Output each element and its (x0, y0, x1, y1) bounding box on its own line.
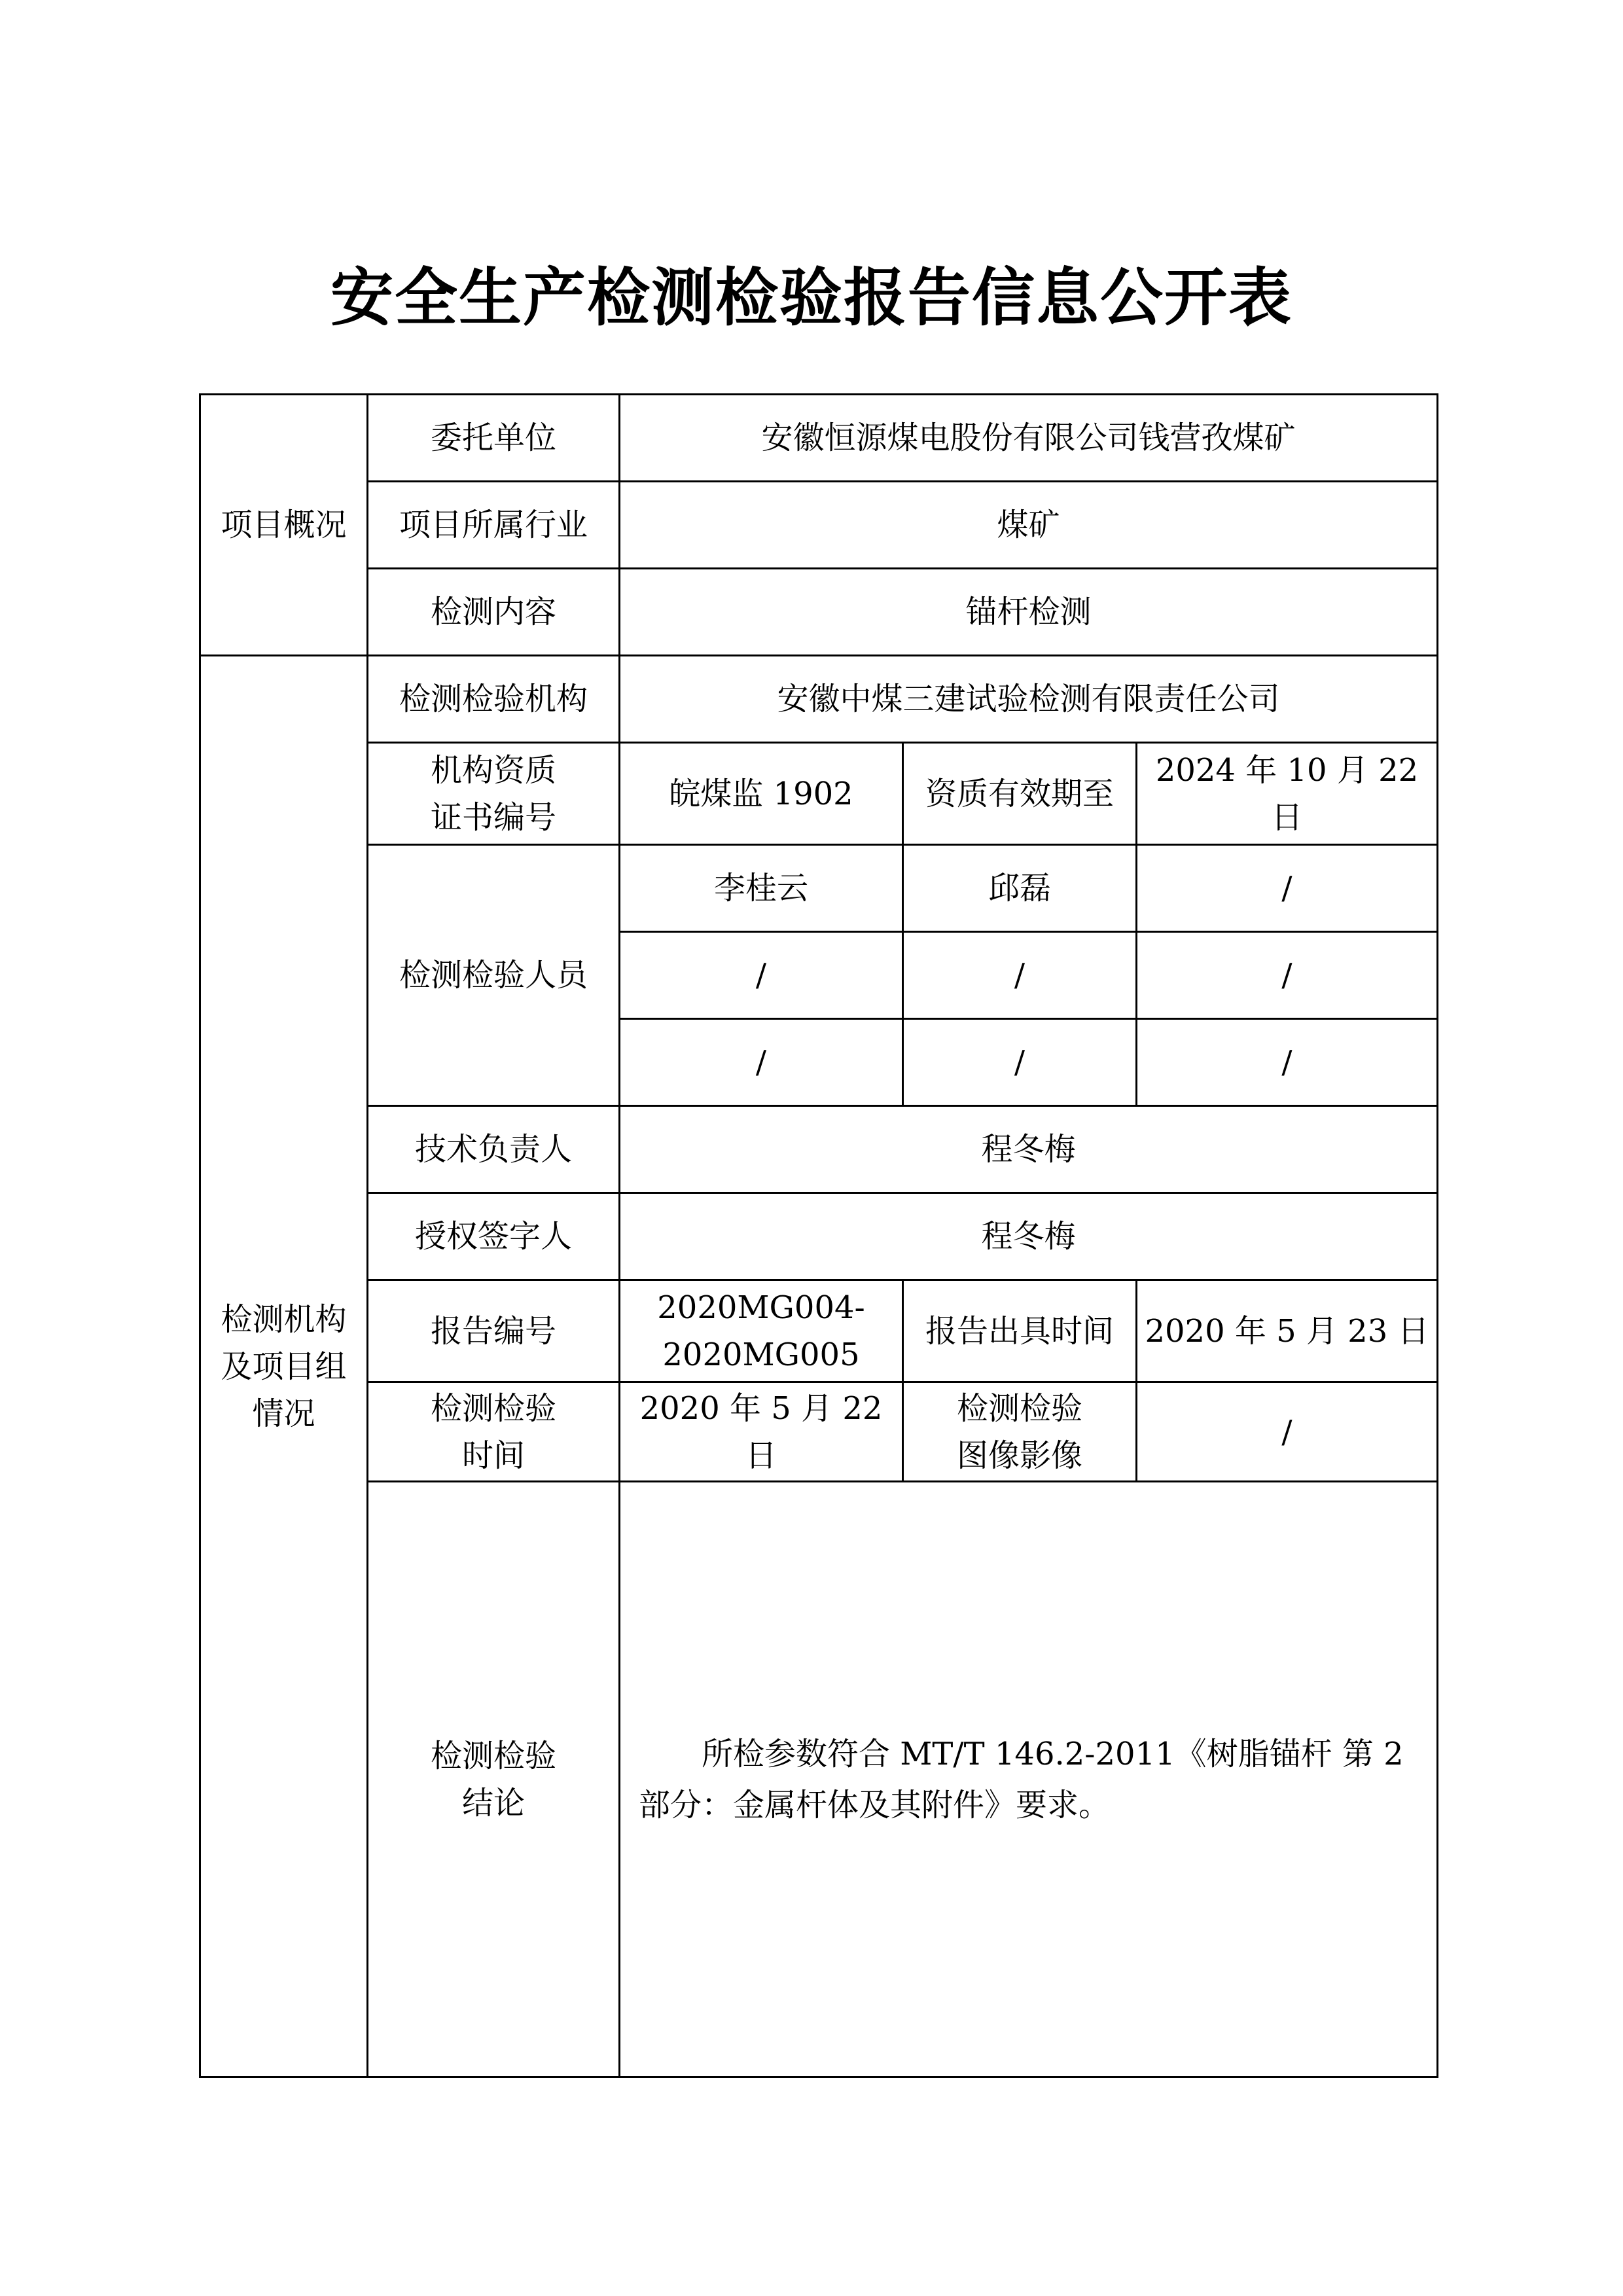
validity-value: 2024 年 10 月 22 日 (1137, 743, 1438, 845)
tech-lead-label: 技术负责人 (368, 1106, 620, 1193)
staff-cell: / (620, 1019, 903, 1106)
image-label-line1: 检测检验 (956, 1390, 1082, 1427)
validity-label: 资质有效期至 (903, 743, 1137, 845)
content-label: 检测内容 (368, 569, 620, 656)
cert-label (368, 743, 620, 845)
table-row (200, 743, 1438, 845)
table-row (200, 1482, 1438, 2077)
agency-section-label-line1: 检测机构 (221, 1300, 347, 1338)
test-time-value: 2020 年 5 月 22 日 (620, 1382, 903, 1482)
cert-value: 皖煤监 1902 (620, 743, 903, 845)
conclusion-label-line1: 检测检验 (430, 1737, 556, 1774)
table-row (200, 395, 1438, 482)
cert-label-line2: 证书编号 (430, 798, 556, 836)
conclusion-section (368, 1482, 620, 2077)
report-no-value (620, 1280, 903, 1382)
issue-time-value: 2020 年 5 月 23 日 (1137, 1280, 1438, 1382)
image-label-line2: 图像影像 (956, 1437, 1082, 1474)
staff-cell: / (1137, 932, 1438, 1019)
info-table (199, 393, 1438, 2078)
signatory-label: 授权签字人 (368, 1193, 620, 1280)
test-time-label-line1: 检测检验 (430, 1390, 556, 1427)
agency-section-label-line2: 及项目组 (221, 1348, 347, 1385)
conclusion-label-line2: 结论 (461, 1784, 525, 1821)
conclusion-cell (620, 1482, 1438, 2077)
client-label: 委托单位 (368, 395, 620, 482)
image-label (903, 1382, 1137, 1482)
client-value: 安徽恒源煤电股份有限公司钱营孜煤矿 (620, 395, 1438, 482)
content-value: 锚杆检测 (620, 569, 1438, 656)
test-time-label (368, 1382, 620, 1482)
staff-cell: 邱磊 (903, 845, 1137, 932)
org-label: 检测检验机构 (368, 656, 620, 743)
table-row (200, 845, 1438, 932)
staff-cell: / (620, 932, 903, 1019)
test-time-label-line2: 时间 (461, 1437, 525, 1474)
agency-section-label-line3: 情况 (252, 1395, 315, 1432)
staff-label: 检测检验人员 (368, 845, 620, 1106)
industry-label: 项目所属行业 (368, 482, 620, 569)
conclusion-text: 所检参数符合 MT/T 146.2-2011《树脂锚杆 第 2 部分：金属杆体及其附件》要求。 (639, 1735, 1404, 1823)
table-row (200, 1106, 1438, 1193)
org-value: 安徽中煤三建试验检测有限责任公司 (620, 656, 1438, 743)
table-row (200, 482, 1438, 569)
report-no-line1: 2020MG004- (657, 1289, 865, 1326)
report-no-label: 报告编号 (368, 1280, 620, 1382)
image-value: / (1137, 1382, 1438, 1482)
signatory-value: 程冬梅 (620, 1193, 1438, 1280)
table-row (200, 1382, 1438, 1482)
project-overview-label: 项目概况 (221, 507, 347, 543)
cert-label-line1: 机构资质 (430, 751, 556, 789)
project-overview-section (200, 395, 368, 656)
table-row (200, 1193, 1438, 1280)
industry-value: 煤矿 (620, 482, 1438, 569)
staff-cell: / (903, 1019, 1137, 1106)
table-row (200, 1280, 1438, 1382)
table-row (200, 569, 1438, 656)
issue-time-label: 报告出具时间 (903, 1280, 1137, 1382)
agency-section (200, 656, 368, 2077)
report-no-line2: 2020MG005 (662, 1336, 860, 1373)
page-title: 安全生产检测检验报告信息公开表 (330, 261, 1293, 334)
staff-cell: / (1137, 1019, 1438, 1106)
staff-cell: 李桂云 (620, 845, 903, 932)
table-row (200, 656, 1438, 743)
staff-cell: / (903, 932, 1137, 1019)
staff-cell: / (1137, 845, 1438, 932)
tech-lead-value: 程冬梅 (620, 1106, 1438, 1193)
